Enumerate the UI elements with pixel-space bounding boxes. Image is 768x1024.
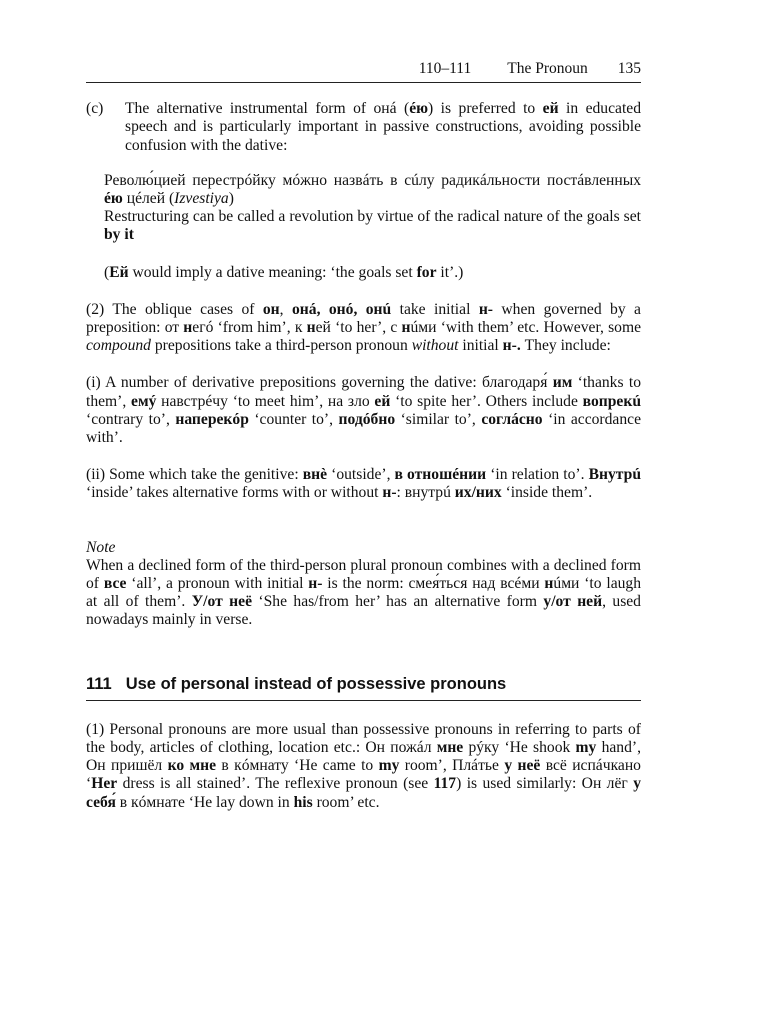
running-header: [86, 60, 641, 83]
paragraph-i: (i) A number of derivative prepositions governing the dative: благодаря́ им ‘thanks to them’, емý навстрéчу ‘to meet him’, на зло ей ‘to spite her’. Others include вопрекú ‘contrary to’, наперекóр ‘counter to’, подóбно ‘similar to’, соглáсно ‘in accordance with’.: [86, 374, 642, 447]
item-label: (c): [86, 100, 104, 118]
example-block: [104, 172, 641, 245]
dative-remark: (Ей would imply a dative meaning: ‘the goals set for it’.): [104, 263, 464, 281]
section-title: Use of personal instead of possessive pronouns: [125, 674, 507, 693]
source-citation: Izvestiya: [174, 190, 229, 208]
paragraph-c: [86, 100, 641, 155]
paragraph-2: (2) The oblique cases of он, онá, онó, онú take initial н- when governed by a preposition: от негó ‘from him’, к ней ‘to her’, с нúми ‘with them’ etc. However, some compound prepositions take a third-person pronoun without initial н-. They include:: [86, 300, 642, 355]
example-russian: Револю́цией перестрóйку мóжно назвáть в сúлу радикáльности постáвленных éю цéлей (Izvestiya): [104, 171, 641, 208]
note-heading: Note: [86, 538, 116, 556]
section-heading: [86, 675, 641, 701]
section-range: 110–111: [418, 60, 472, 77]
section-paragraph-1: (1) Personal pronouns are more usual than possessive pronouns in referring to parts of the body, articles of clothing, location etc.: Он пожáл мне рýку ‘He shook my hand’, Он пришёл ко мне в кóмнату ‘He came to my room’, Плáтье у неё всё испáчкано ‘Her dress is all stained’. The reflexive pronoun (see 117) is used similarly: Он лёг у себя́ в кóмнате ‘He lay down in his room’ etc.: [86, 720, 641, 811]
section-number: 111: [86, 674, 112, 693]
example-translation: Restructuring can be called a revolution by virtue of the radical nature of the goals set by it: [104, 208, 641, 244]
paragraph-ii: (ii) Some which take the genitive: внè ‘outside’, в отношéнии ‘in relation to’. Внутрú ‘inside’ takes alternative forms with or without н-: внутрú их/них ‘inside them’.: [86, 466, 641, 502]
document-page: [86, 60, 641, 812]
page-number: 135: [617, 60, 641, 77]
chapter-title: The Pronoun: [507, 60, 588, 77]
note-text: When a declined form of the third-person plural pronoun combines with a declined form of все ‘all’, a pronoun with initial н- is the norm: смея́ться над всéми нúми ‘to laugh at all of them’. У/от неё ‘She has/from her’ has an alternative form у/от ней, used nowadays mainly in verse.: [86, 556, 642, 629]
paragraph-c-text: The alternative instrumental form of онá (éю) is preferred to ей in educated speech and is particularly important in passive constructions, avoiding possible confusion with the dative:: [125, 100, 641, 154]
